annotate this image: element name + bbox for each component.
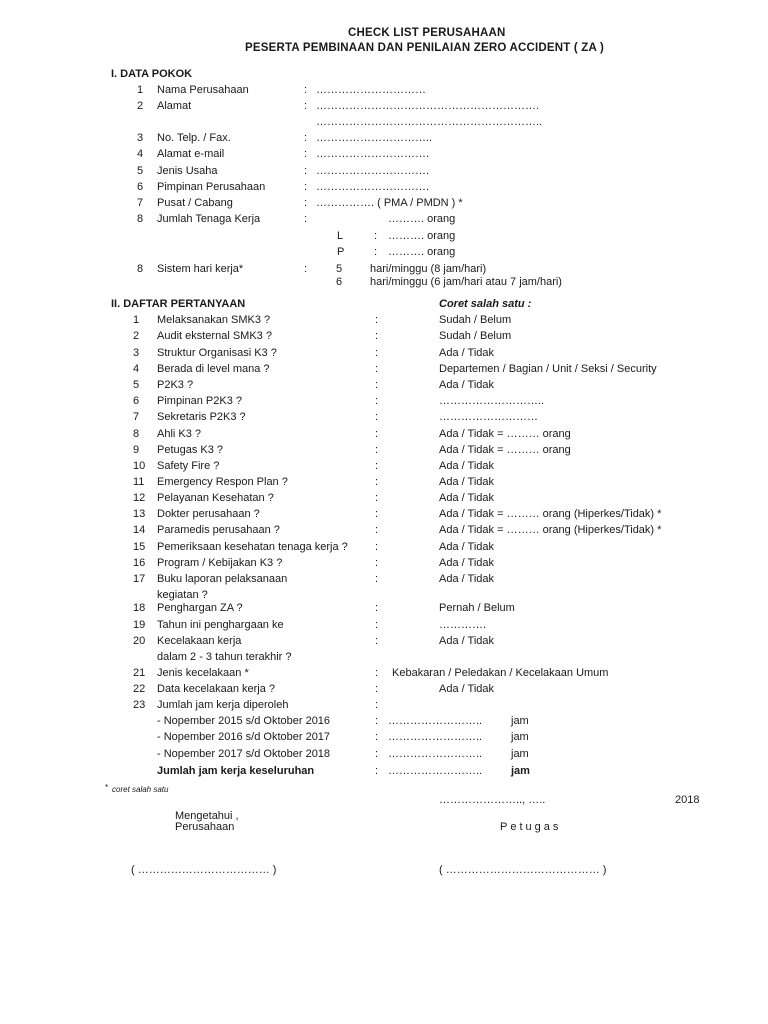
section1-heading: I. DATA POKOK	[111, 68, 193, 80]
workdays-opt1-num: 5	[336, 263, 343, 275]
question-number: 8	[133, 428, 140, 440]
question-label: Pelayanan Kesehatan ?	[157, 492, 274, 504]
question-answer: Kebakaran / Peledakan / Kecelakaan Umum	[392, 667, 609, 679]
row-label: Pusat / Cabang	[157, 197, 233, 209]
question-answer: Ada / Tidak	[439, 476, 495, 488]
workdays-opt2-num: 6	[336, 276, 343, 288]
row-label: Jenis Usaha	[157, 165, 218, 177]
question-label: Data kecelakaan kerja ?	[157, 683, 276, 695]
hours-value: ……………………..	[388, 731, 483, 743]
row-number: 2	[137, 100, 144, 112]
row-label: Pimpinan Perusahaan	[157, 181, 266, 193]
hours-unit: jam	[511, 715, 529, 727]
question-number: 11	[133, 476, 145, 488]
question-separator: :	[375, 444, 379, 456]
question-label: Struktur Organisasi K3 ?	[157, 347, 277, 359]
question-separator: :	[375, 363, 379, 375]
workdays-sep: :	[304, 263, 308, 275]
question-label: Penghargan ZA ?	[157, 602, 243, 614]
question-number: 9	[133, 444, 140, 456]
question-number: 12	[133, 492, 146, 504]
question-label: Jenis kecelakaan *	[157, 667, 249, 679]
question-number: 5	[133, 379, 140, 391]
question-separator: :	[375, 619, 379, 631]
question-number: 7	[133, 411, 140, 423]
question-separator: :	[375, 508, 379, 520]
row-number: 8	[137, 213, 144, 225]
place-date-blank: ………………….., …..	[439, 794, 546, 806]
row-separator: :	[304, 181, 308, 193]
question-separator: :	[375, 395, 379, 407]
row-value: ………………………….	[316, 148, 430, 160]
row-value: ………………………….	[316, 165, 430, 177]
row-separator: :	[304, 84, 308, 96]
question-number: 15	[133, 541, 146, 553]
question-label: Safety Fire ?	[157, 460, 220, 472]
question-answer: Sudah / Belum	[439, 314, 512, 326]
hours-period-label: Jumlah jam kerja keseluruhan	[157, 765, 315, 777]
question-label-line2: kegiatan ?	[157, 589, 208, 601]
workdays-label: Sistem hari kerja*	[157, 263, 244, 275]
question-number: 1	[133, 314, 140, 326]
right-signatory-title: Petugas	[500, 821, 562, 833]
question-separator: :	[375, 541, 379, 553]
footnote-text: coret salah satu	[112, 785, 169, 794]
question-separator: :	[375, 460, 379, 472]
question-separator: :	[375, 683, 379, 695]
question-answer: Ada / Tidak	[439, 683, 495, 695]
row-value: …………………………..	[316, 132, 433, 144]
row-value: ………………………….	[316, 181, 430, 193]
doc-title: CHECK LIST PERUSAHAAN	[348, 27, 506, 39]
row-value: ……………. ( PMA / PMDN ) *	[316, 197, 463, 209]
doc-subtitle: PESERTA PEMBINAAN DAN PENILAIAN ZERO ACCIDENT ( ZA )	[245, 42, 605, 54]
row-separator: :	[304, 213, 308, 225]
question-answer: ………………………..	[439, 395, 545, 407]
question-number: 19	[133, 619, 146, 631]
question-label: Ahli K3 ?	[157, 428, 202, 440]
question-separator: :	[375, 492, 379, 504]
question-number: 2	[133, 330, 140, 342]
hours-period-label: - Nopember 2015 s/d Oktober 2016	[157, 715, 331, 727]
question-separator: :	[375, 330, 379, 342]
question-number: 17	[133, 573, 146, 585]
question-answer: Ada / Tidak = ……… orang	[439, 428, 571, 440]
question-number: 4	[133, 363, 140, 375]
row-value: …………………………	[316, 84, 426, 96]
question-label: Sekretaris P2K3 ?	[157, 411, 246, 423]
question-separator: :	[375, 347, 379, 359]
row-separator: :	[304, 165, 308, 177]
row-value: …………………………………………………….	[316, 100, 540, 112]
hours-separator: :	[375, 748, 379, 760]
question-label: Petugas K3 ?	[157, 444, 224, 456]
row-separator: :	[304, 148, 308, 160]
section2-heading: II. DAFTAR PERTANYAAN	[111, 298, 246, 310]
question-label: Kecelakaan kerja	[157, 635, 242, 647]
question-label: P2K3 ?	[157, 379, 194, 391]
workdays-opt2-text: hari/minggu (6 jam/hari atau 7 jam/hari)	[370, 276, 562, 288]
row-separator: :	[304, 197, 308, 209]
left-signatory-title2: Perusahaan	[175, 821, 235, 833]
question-label: Berada di level mana ?	[157, 363, 270, 375]
row-number: 4	[137, 148, 144, 160]
question-separator: :	[375, 635, 379, 647]
question-separator: :	[375, 667, 379, 679]
right-signature-blank: ( …………………………………… )	[439, 864, 607, 876]
question-answer: ………………………	[439, 411, 538, 423]
workdays-opt1-text: hari/minggu (8 jam/hari)	[370, 263, 487, 275]
question-label: Emergency Respon Plan ?	[157, 476, 288, 488]
question-separator: :	[375, 573, 379, 585]
question-number: 20	[133, 635, 146, 647]
row-value: ………. orang	[388, 213, 456, 225]
question-number: 10	[133, 460, 146, 472]
question-separator: :	[375, 428, 379, 440]
question-label: Program / Kebijakan K3 ?	[157, 557, 283, 569]
question-separator: :	[375, 699, 379, 711]
row-value-line2: ……………………………………………………..	[316, 116, 543, 128]
question-answer: Ada / Tidak	[439, 460, 495, 472]
hours-value: ……………………..	[388, 748, 483, 760]
question-label: Pemeriksaan kesehatan tenaga kerja ?	[157, 541, 348, 553]
question-number: 14	[133, 524, 146, 536]
row-number: 6	[137, 181, 144, 193]
hours-unit: jam	[511, 765, 530, 777]
worker-separator: :	[374, 230, 378, 242]
row-number: 5	[137, 165, 144, 177]
question-number: 6	[133, 395, 140, 407]
left-signatory-title1: Mengetahui ,	[175, 810, 239, 822]
footnote-star: *	[105, 783, 109, 792]
row-number: 3	[137, 132, 144, 144]
worker-count: ………. orang	[388, 246, 456, 258]
question-answer: ………….	[439, 619, 487, 631]
question-separator: :	[375, 602, 379, 614]
question-label: Melaksanakan SMK3 ?	[157, 314, 271, 326]
row-label: Jumlah Tenaga Kerja	[157, 213, 261, 225]
question-number: 18	[133, 602, 146, 614]
question-label: Dokter perusahaan ?	[157, 508, 260, 520]
hours-period-label: - Nopember 2016 s/d Oktober 2017	[157, 731, 331, 743]
hours-separator: :	[375, 715, 379, 727]
question-answer: Pernah / Belum	[439, 602, 515, 614]
question-separator: :	[375, 314, 379, 326]
row-label: Alamat	[157, 100, 192, 112]
question-answer: Ada / Tidak = ……… orang (Hiperkes/Tidak) *	[439, 508, 662, 520]
worker-gender-label: L	[337, 230, 344, 242]
question-number: 13	[133, 508, 146, 520]
question-number: 3	[133, 347, 140, 359]
question-answer: Ada / Tidak	[439, 635, 495, 647]
question-label: Jumlah jam kerja diperoleh	[157, 699, 289, 711]
row-label: Alamat e-mail	[157, 148, 225, 160]
worker-gender-label: P	[337, 246, 345, 258]
hours-separator: :	[375, 765, 379, 777]
question-answer: Ada / Tidak = ……… orang	[439, 444, 571, 456]
question-separator: :	[375, 379, 379, 391]
question-answer: Ada / Tidak	[439, 557, 495, 569]
row-number: 7	[137, 197, 144, 209]
question-answer: Ada / Tidak = ……… orang (Hiperkes/Tidak) *	[439, 524, 662, 536]
question-number: 16	[133, 557, 146, 569]
hours-value: ……………………..	[388, 765, 483, 777]
question-label: Audit eksternal SMK3 ?	[157, 330, 272, 342]
signature-year: 2018	[675, 794, 700, 806]
question-number: 21	[133, 667, 146, 679]
question-number: 22	[133, 683, 146, 695]
question-separator: :	[375, 557, 379, 569]
question-answer: Ada / Tidak	[439, 379, 495, 391]
hours-period-label: - Nopember 2017 s/d Oktober 2018	[157, 748, 331, 760]
row-label: No. Telp. / Fax.	[157, 132, 231, 144]
workdays-num: 8	[137, 263, 144, 275]
question-label: Paramedis perusahaan ?	[157, 524, 280, 536]
worker-count: ………. orang	[388, 230, 456, 242]
question-number: 23	[133, 699, 146, 711]
question-answer: Sudah / Belum	[439, 330, 512, 342]
worker-separator: :	[374, 246, 378, 258]
row-separator: :	[304, 132, 308, 144]
row-label: Nama Perusahaan	[157, 84, 249, 96]
question-label-line2: dalam 2 - 3 tahun terakhir ?	[157, 651, 292, 663]
question-separator: :	[375, 476, 379, 488]
question-separator: :	[375, 524, 379, 536]
row-separator: :	[304, 100, 308, 112]
hours-unit: jam	[511, 731, 529, 743]
question-answer: Ada / Tidak	[439, 541, 495, 553]
hours-unit: jam	[511, 748, 529, 760]
row-number: 1	[137, 84, 144, 96]
question-separator: :	[375, 411, 379, 423]
question-answer: Ada / Tidak	[439, 573, 495, 585]
hours-value: ……………………..	[388, 715, 483, 727]
section2-note: Coret salah satu :	[439, 298, 532, 310]
question-label: Tahun ini penghargaan ke	[157, 619, 284, 631]
question-label: Buku laporan pelaksanaan	[157, 573, 288, 585]
question-label: Pimpinan P2K3 ?	[157, 395, 242, 407]
question-answer: Departemen / Bagian / Unit / Seksi / Security	[439, 363, 657, 375]
question-answer: Ada / Tidak	[439, 347, 495, 359]
question-answer: Ada / Tidak	[439, 492, 495, 504]
left-signature-blank: ( ……………………………… )	[131, 864, 277, 876]
hours-separator: :	[375, 731, 379, 743]
